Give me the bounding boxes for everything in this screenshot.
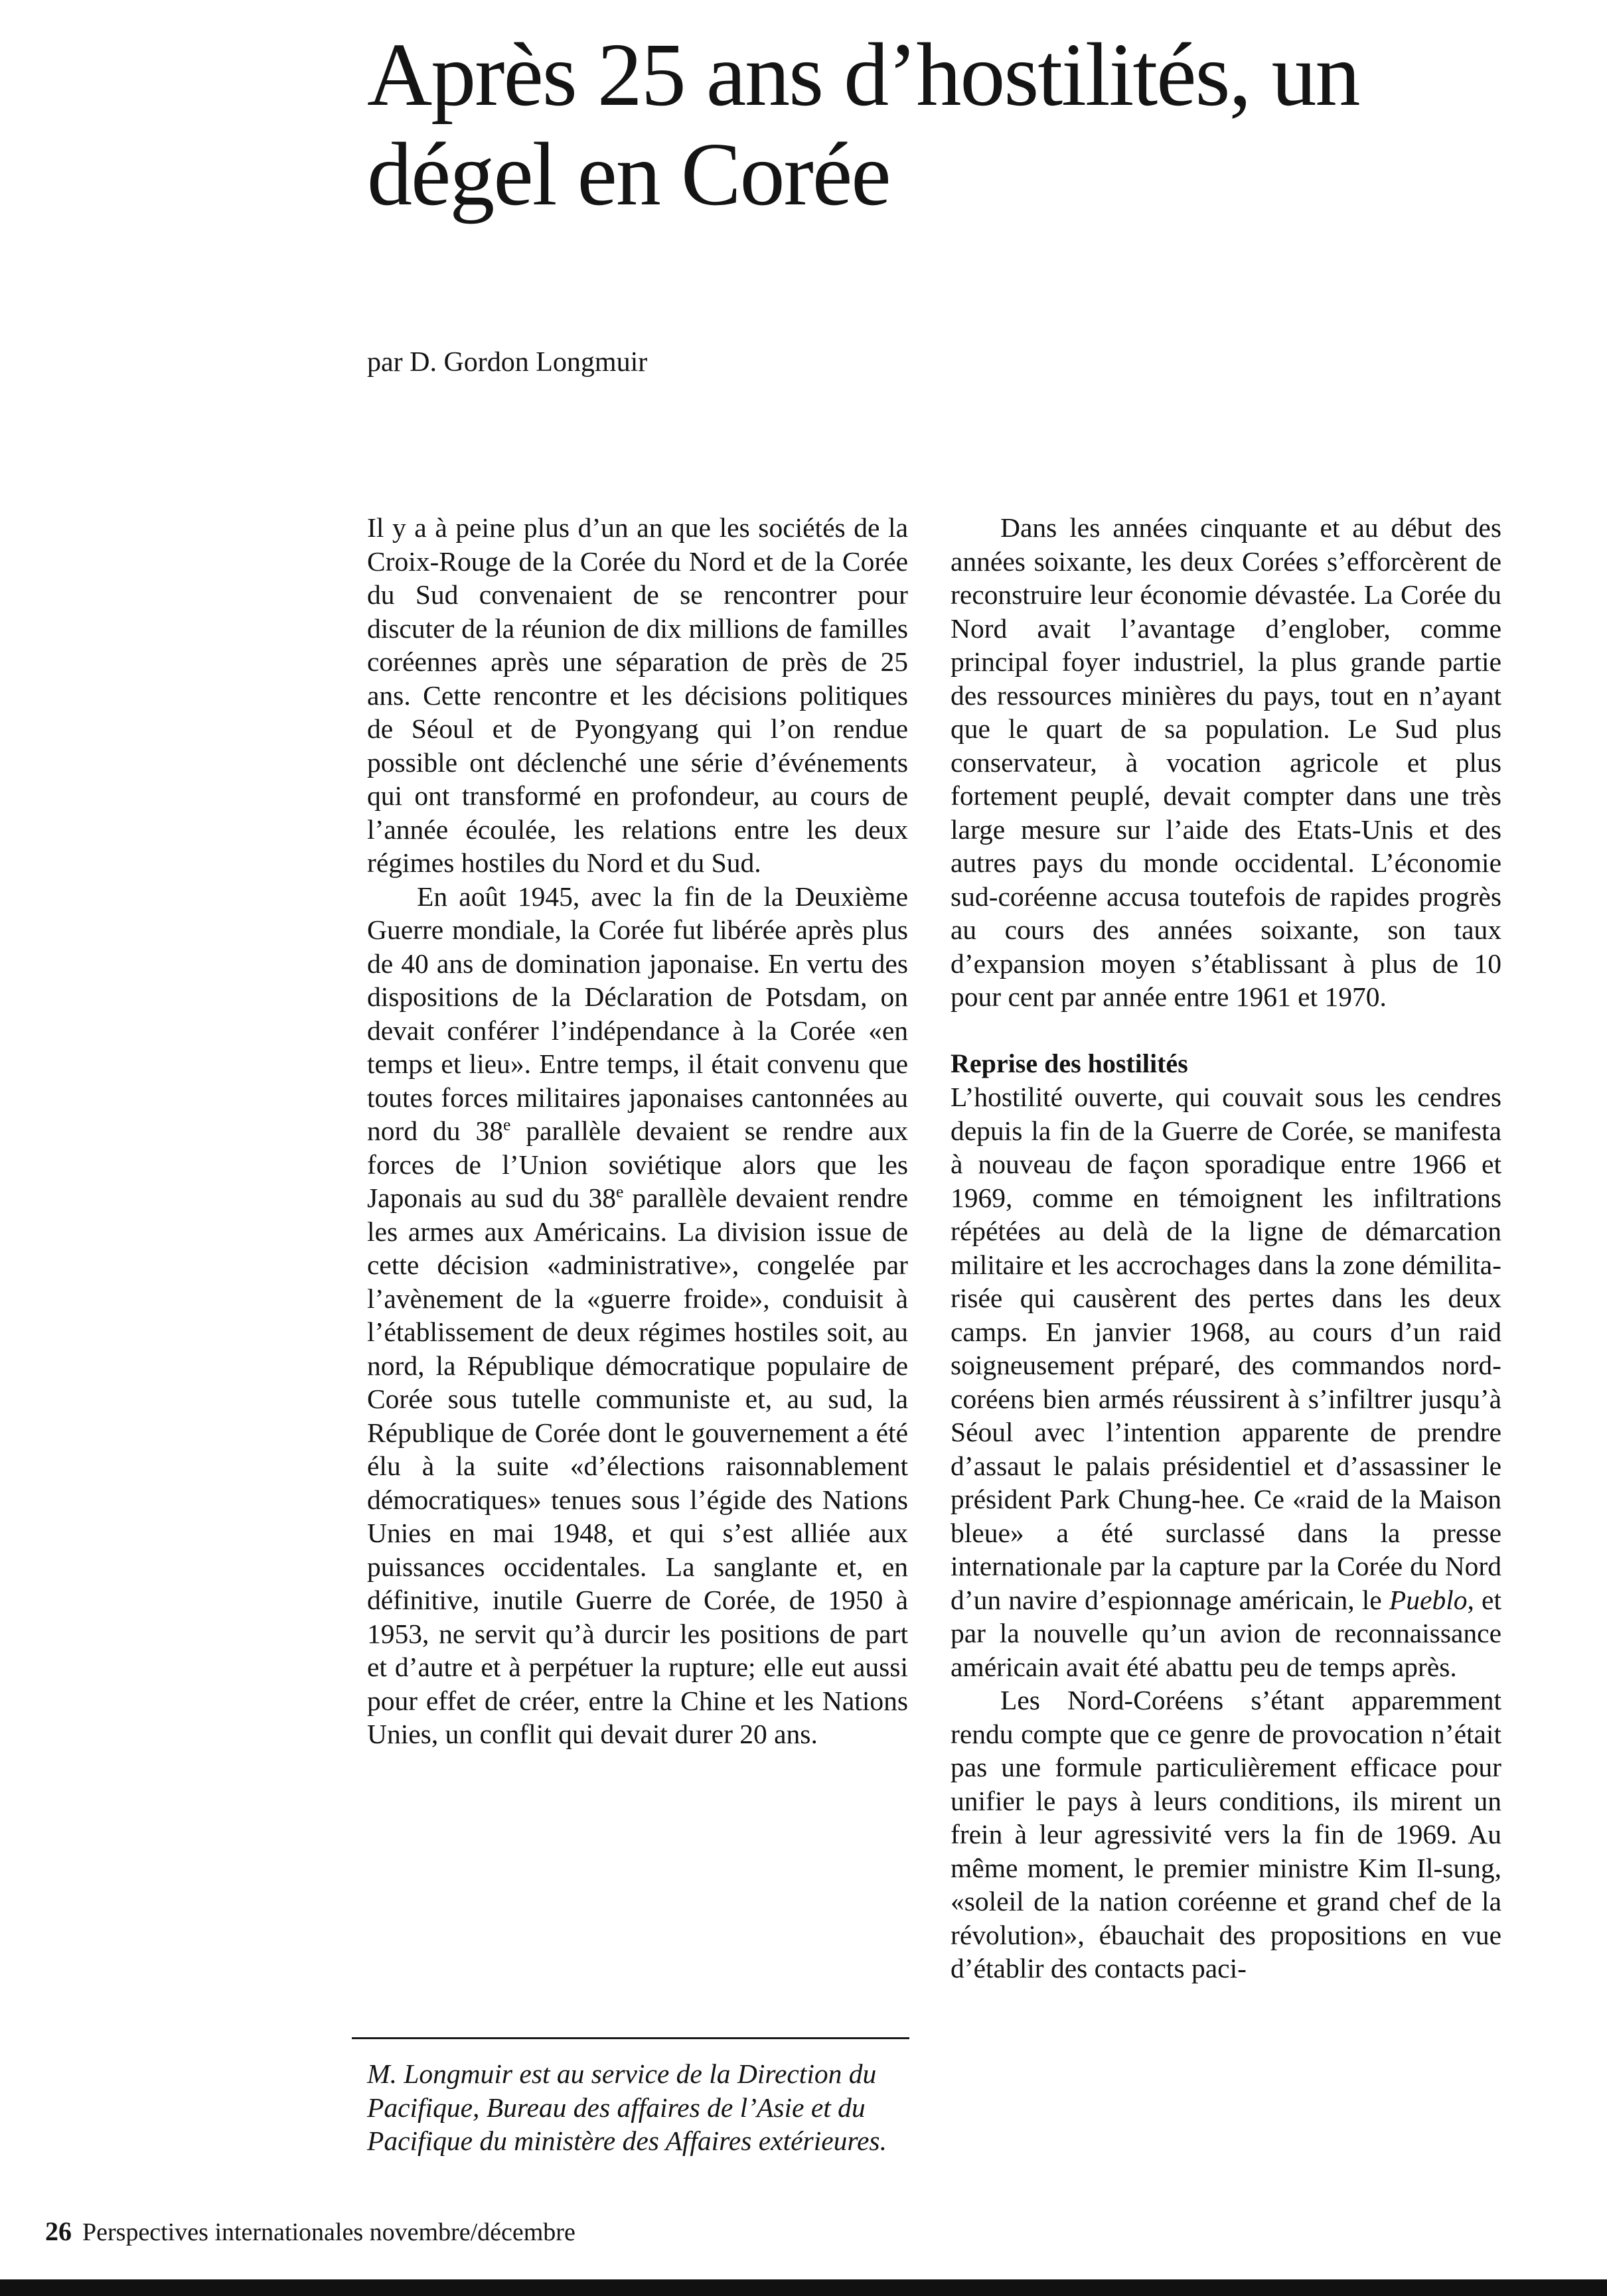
text-run: L’hostilité ouverte, qui couvait sous les cendres depuis la fin de la Guerre de Corée, se manifesta à nouveau de façon sporadique entre 1966 et 1969, comme en témoignent les infiltrations répétées au delà de la ligne de démarcation militaire et les accrochages dans la zone démilitarisée qui causèrent des pertes dans les deux camps. En janvier 1968, au cours d’un raid soigneusement préparé, des commandos nord-coréens bien armés réussirent à s’infiltrer jusqu’à Séoul avec l’intention apparente de prendre d’assaut le palais présidentiel et d’assassiner le président Park Chung-hee. Ce «raid de la Maison bleue» a été surclassé dans la presse internationale par la capture par la Corée du Nord d’un navire d’espionnage américain, le xyxy=(951,1082,1501,1615)
paragraph: Les Nord-Coréens s’étant apparemment rendu compte que ce genre de provocation n’était pas une formule particulièrement efficace pour unifier le pays à leurs conditions, ils mirent un frein à leur agressivité vers la fin de 1969. Au même moment, le premier ministre Kim Il-sung, «soleil de la nation coréenne et grand chef de la révolution», ébauchait des propositions en vue d’établir des contacts paci- xyxy=(951,1685,1501,1983)
paragraph xyxy=(951,1080,1501,1684)
text-run: parallèle devaient se rendre aux forces de l’Union soviétique alors que les Japonais au sud du 38 xyxy=(367,1115,908,1213)
article-title: Après 25 ans d’hostilités, un dégel en Corée xyxy=(367,25,1359,224)
text-run: parallèle devaient rendre les armes aux Américains. La division issue de cette décision «administrative», congelée par l’avènement de la «guerre froide», conduisit à l’établissement de deux régimes hostiles soit, au nord, la République démocratique populaire de Corée sous tutelle communiste et, au sud, la République de Corée dont le gouvernement a été élu à la suite «d’élections raisonnablement démocratiques» tenues sous l’égide des Nations Unies en mai 1948, et qui s’est alliée aux puissances occidentales. La sanglante et, en définitive, inutile Guerre de Corée, de 1950 à 1953, ne servit qu’à durcir les positions de part et d’autre et à perpétuer la rupture; elle eut aussi pour effet de créer, entre la Chine et les Nations Unies, un conflit qui devait durer 20 ans. xyxy=(367,1183,908,1749)
author-note: M. Longmuir est au service de la Direction du Pacifique, Bureau des affaires de l’Asie et du Pacifique du ministère des Affaires extérieures. xyxy=(367,2058,887,2156)
footnote-divider xyxy=(352,2037,909,2039)
paragraph xyxy=(367,880,908,1751)
ship-name: Pueblo xyxy=(1389,1584,1468,1615)
text-column-right xyxy=(951,511,1501,1985)
scan-edge-bar xyxy=(0,2279,1607,2296)
text-column-left xyxy=(367,511,908,1751)
byline: par D. Gordon Longmuir xyxy=(367,347,648,378)
paragraph: Il y a à peine plus d’un an que les sociétés de la Croix-Rouge de la Corée du Nord et de la Corée du Sud convenaient de se rencontrer pour discuter de la réunion de dix millions de familles coréennes après une séparation de près de 25 ans. Cette rencontre et les décisions politiques de Séoul et de Pyongyang qui l’on rendue possible ont déclenché une série d’événements qui ont transformé en profondeur, au cours de l’année écoulée, les relations entre les deux régimes hostiles du Nord et du Sud. xyxy=(367,512,908,878)
text-run: , et par la nouvelle qu’un avion de reconnaissance américain avait été abattu peu de temps après. xyxy=(951,1584,1502,1682)
superscript: e xyxy=(616,1182,624,1202)
superscript: e xyxy=(502,1115,511,1135)
page-number: 26 xyxy=(45,2216,72,2246)
publication-name: Perspectives internationales novembre/décembre xyxy=(82,2218,575,2246)
section-heading: Reprise des hostilités xyxy=(951,1048,1188,1078)
page-footer xyxy=(45,2216,575,2248)
text-run: En août 1945, avec la fin de la Deuxième Guerre mondiale, la Corée fut libérée après plus de 40 ans de domination japonaise. En vertu des dispositions de la Déclaration de Potsdam, on devait conférer l’indépendance à la Corée «en temps et lieu». Entre temps, il était convenu que toutes forces militaires japonaises cantonnées au nord du 38 xyxy=(367,881,908,1146)
paragraph: Dans les années cinquante et au début des années soixante, les deux Corées s’efforcèrent de reconstruire leur économie dévastée. La Corée du Nord avait l’avantage d’englober, comme principal foyer industriel, la plus grande partie des ressources minières du pays, tout en n’ayant que le quart de sa population. Le Sud plus conservateur, à vocation agricole et plus fortement peuplé, devait compter dans une très large mesure sur l’aide des Etats-Unis et des autres pays du monde occidental. L’économie sud-coréenne accusa toutefois de rapides progrès au cours des années soixante, son taux d’expansion moyen s’établissant à plus de 10 pour cent par année entre 1961 et 1970. xyxy=(951,512,1501,1012)
